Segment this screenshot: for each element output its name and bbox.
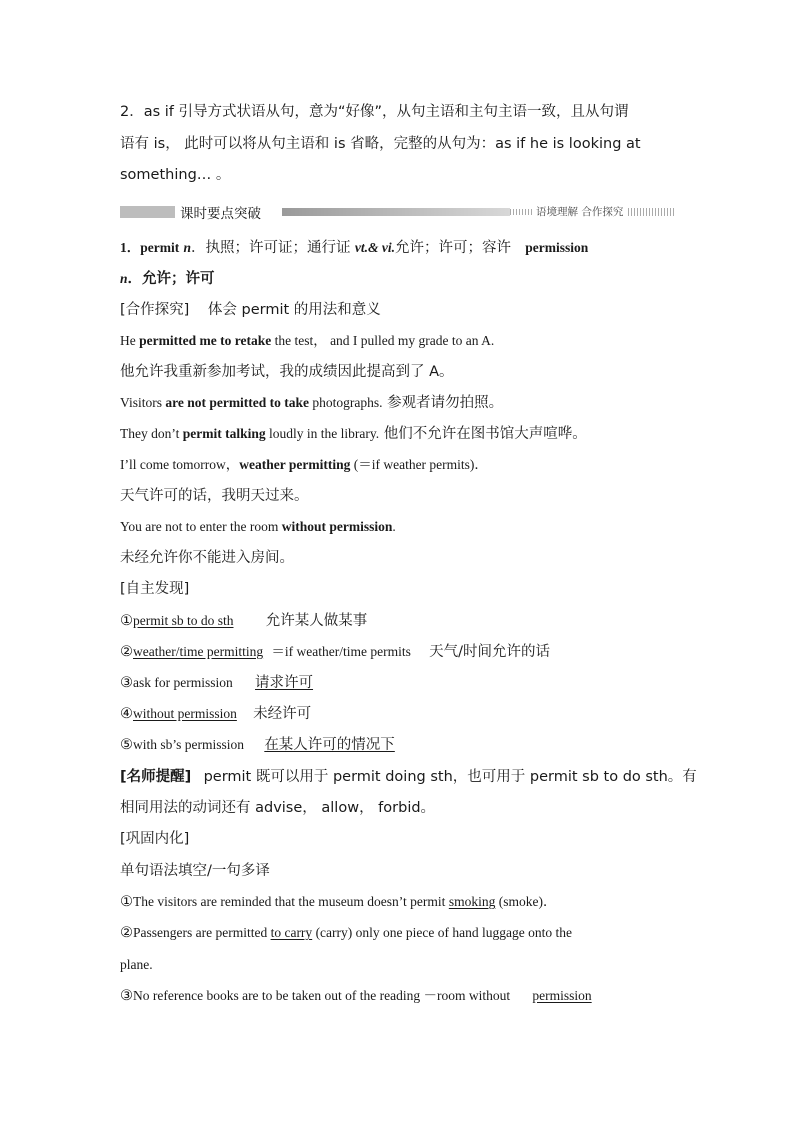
finding-equivalent: ＝if weather/time permits bbox=[271, 644, 411, 659]
question-answer: to carry bbox=[270, 925, 313, 940]
example-translation: 他们不允许在图书馆大声喧哗。 bbox=[379, 426, 587, 442]
mingshi-label: [名师提醒] bbox=[120, 769, 192, 785]
example-5-translation: 未经允许你不能进入房间。 bbox=[120, 550, 294, 566]
entry-pos-noun-2: n bbox=[120, 271, 128, 286]
finding-meaning: 未经许可 bbox=[253, 706, 312, 722]
entry-meaning-1: ．执照；许可证；通行证 bbox=[191, 240, 351, 256]
example-2 bbox=[120, 393, 503, 413]
finding-phrase: with sb’s permission bbox=[133, 737, 245, 752]
question-number: ① bbox=[120, 894, 133, 910]
example-bold: permit talking bbox=[182, 426, 266, 441]
intro-line-1: 2．as if 引导方式状语从句，意为“好像”，从句主语和主句主语一致，且从句谓 bbox=[120, 104, 629, 120]
example-text: Visitors bbox=[120, 395, 166, 410]
entry-pos-noun: n bbox=[183, 240, 192, 255]
example-text: loudly in the library. bbox=[265, 426, 380, 441]
example-text: They don’t bbox=[120, 426, 183, 441]
question-text: Passengers are permitted bbox=[133, 925, 271, 940]
example-bold: are not permitted to take bbox=[165, 395, 310, 410]
entry-meaning-3: ．允许；许可 bbox=[127, 271, 215, 287]
banner-dots bbox=[510, 209, 534, 215]
banner-title: 课时要点突破 bbox=[180, 206, 261, 222]
question-answer: permission bbox=[532, 988, 592, 1003]
finding-number: ① bbox=[120, 613, 133, 629]
gonggu-subtitle: 单句语法填空/一句多译 bbox=[120, 863, 270, 879]
intro-line-2: 语有 is， 此时可以将从句主语和 is 省略，完整的从句为：as if he is looking at bbox=[120, 136, 641, 152]
finding-meaning: 允许某人做某事 bbox=[265, 613, 368, 629]
entry-word-2: permission bbox=[525, 240, 589, 255]
finding-meaning: 天气/时间允许的话 bbox=[429, 644, 551, 660]
finding-phrase: ask for permission bbox=[133, 675, 233, 690]
finding-5 bbox=[120, 735, 395, 755]
example-text: You are not to enter the room bbox=[120, 519, 282, 534]
example-4-translation: 天气许可的话，我明天过来。 bbox=[120, 488, 309, 504]
gonggu-label: [巩固内化] bbox=[120, 831, 190, 847]
entry-pos-verb: vt.& vi. bbox=[354, 240, 395, 255]
finding-answer: without permission bbox=[133, 706, 237, 721]
mingshi-line-1 bbox=[120, 767, 697, 787]
finding-answer: 在某人许可的情况下 bbox=[264, 737, 395, 753]
hezuo-text: 体会 permit 的用法和意义 bbox=[207, 302, 381, 318]
mingshi-line-2: 相同用法的动词还有 advise， allow， forbid。 bbox=[120, 800, 436, 816]
example-text: I’ll come tomorrow， bbox=[120, 457, 240, 472]
banner-left-bar bbox=[120, 206, 175, 218]
section-banner bbox=[120, 204, 676, 220]
question-text: No reference books are to be taken out of the reading －room without bbox=[133, 988, 511, 1003]
hezuo-label: [合作探究] bbox=[120, 302, 190, 318]
entry-number: 1． bbox=[120, 240, 141, 255]
entry-heading-line-1 bbox=[120, 238, 588, 258]
finding-3 bbox=[120, 673, 313, 693]
question-2 bbox=[120, 923, 572, 943]
example-text: the test， and I pulled my grade to an A. bbox=[271, 333, 495, 348]
question-3 bbox=[120, 986, 592, 1006]
finding-1 bbox=[120, 611, 367, 631]
question-text: The visitors are reminded that the museum doesn’t permit bbox=[133, 894, 449, 909]
finding-answer: permit sb to do sth bbox=[133, 613, 234, 628]
example-text: photographs. bbox=[309, 395, 383, 410]
entry-meaning-2: 允许；许可；容许 bbox=[394, 240, 511, 256]
finding-number: ④ bbox=[120, 706, 133, 722]
example-text: (＝if weather permits)． bbox=[350, 457, 488, 472]
banner-tag: 语境理解 合作探究 bbox=[536, 206, 624, 218]
finding-number: ③ bbox=[120, 675, 133, 691]
entry-heading-line-2 bbox=[120, 269, 215, 289]
intro-line-3: something… 。 bbox=[120, 167, 231, 183]
question-answer: smoking bbox=[448, 894, 496, 909]
section-hezuo bbox=[120, 300, 381, 320]
finding-answer: weather/time permitting bbox=[133, 644, 264, 659]
finding-number: ② bbox=[120, 644, 133, 660]
example-1 bbox=[120, 331, 494, 351]
finding-4 bbox=[120, 704, 311, 724]
example-3 bbox=[120, 424, 587, 444]
banner-right-dots bbox=[628, 208, 676, 216]
example-1-translation: 他允许我重新参加考试，我的成绩因此提高到了 A。 bbox=[120, 364, 454, 380]
question-number: ② bbox=[120, 925, 133, 941]
question-1 bbox=[120, 892, 556, 912]
banner-gradient-bar bbox=[282, 208, 510, 216]
finding-answer: 请求许可 bbox=[255, 675, 314, 691]
question-2-continued: plane. bbox=[120, 957, 153, 972]
zizhu-label: [自主发现] bbox=[120, 581, 190, 597]
question-text: (carry) only one piece of hand luggage onto the bbox=[312, 925, 572, 940]
example-text: . bbox=[392, 519, 396, 534]
example-bold: without permission bbox=[281, 519, 393, 534]
finding-2 bbox=[120, 642, 550, 662]
question-text: (smoke)． bbox=[495, 894, 557, 909]
example-4 bbox=[120, 455, 488, 475]
mingshi-text: permit 既可以用于 permit doing sth，也可用于 permit sb to do sth。有 bbox=[203, 769, 697, 785]
example-text: He bbox=[120, 333, 140, 348]
example-bold: permitted me to retake bbox=[139, 333, 272, 348]
example-5 bbox=[120, 517, 396, 537]
example-bold: weather permitting bbox=[239, 457, 351, 472]
example-translation: 参观者请勿拍照。 bbox=[382, 395, 504, 411]
question-number: ③ bbox=[120, 988, 133, 1004]
entry-word: permit bbox=[140, 240, 180, 255]
finding-number: ⑤ bbox=[120, 737, 133, 753]
